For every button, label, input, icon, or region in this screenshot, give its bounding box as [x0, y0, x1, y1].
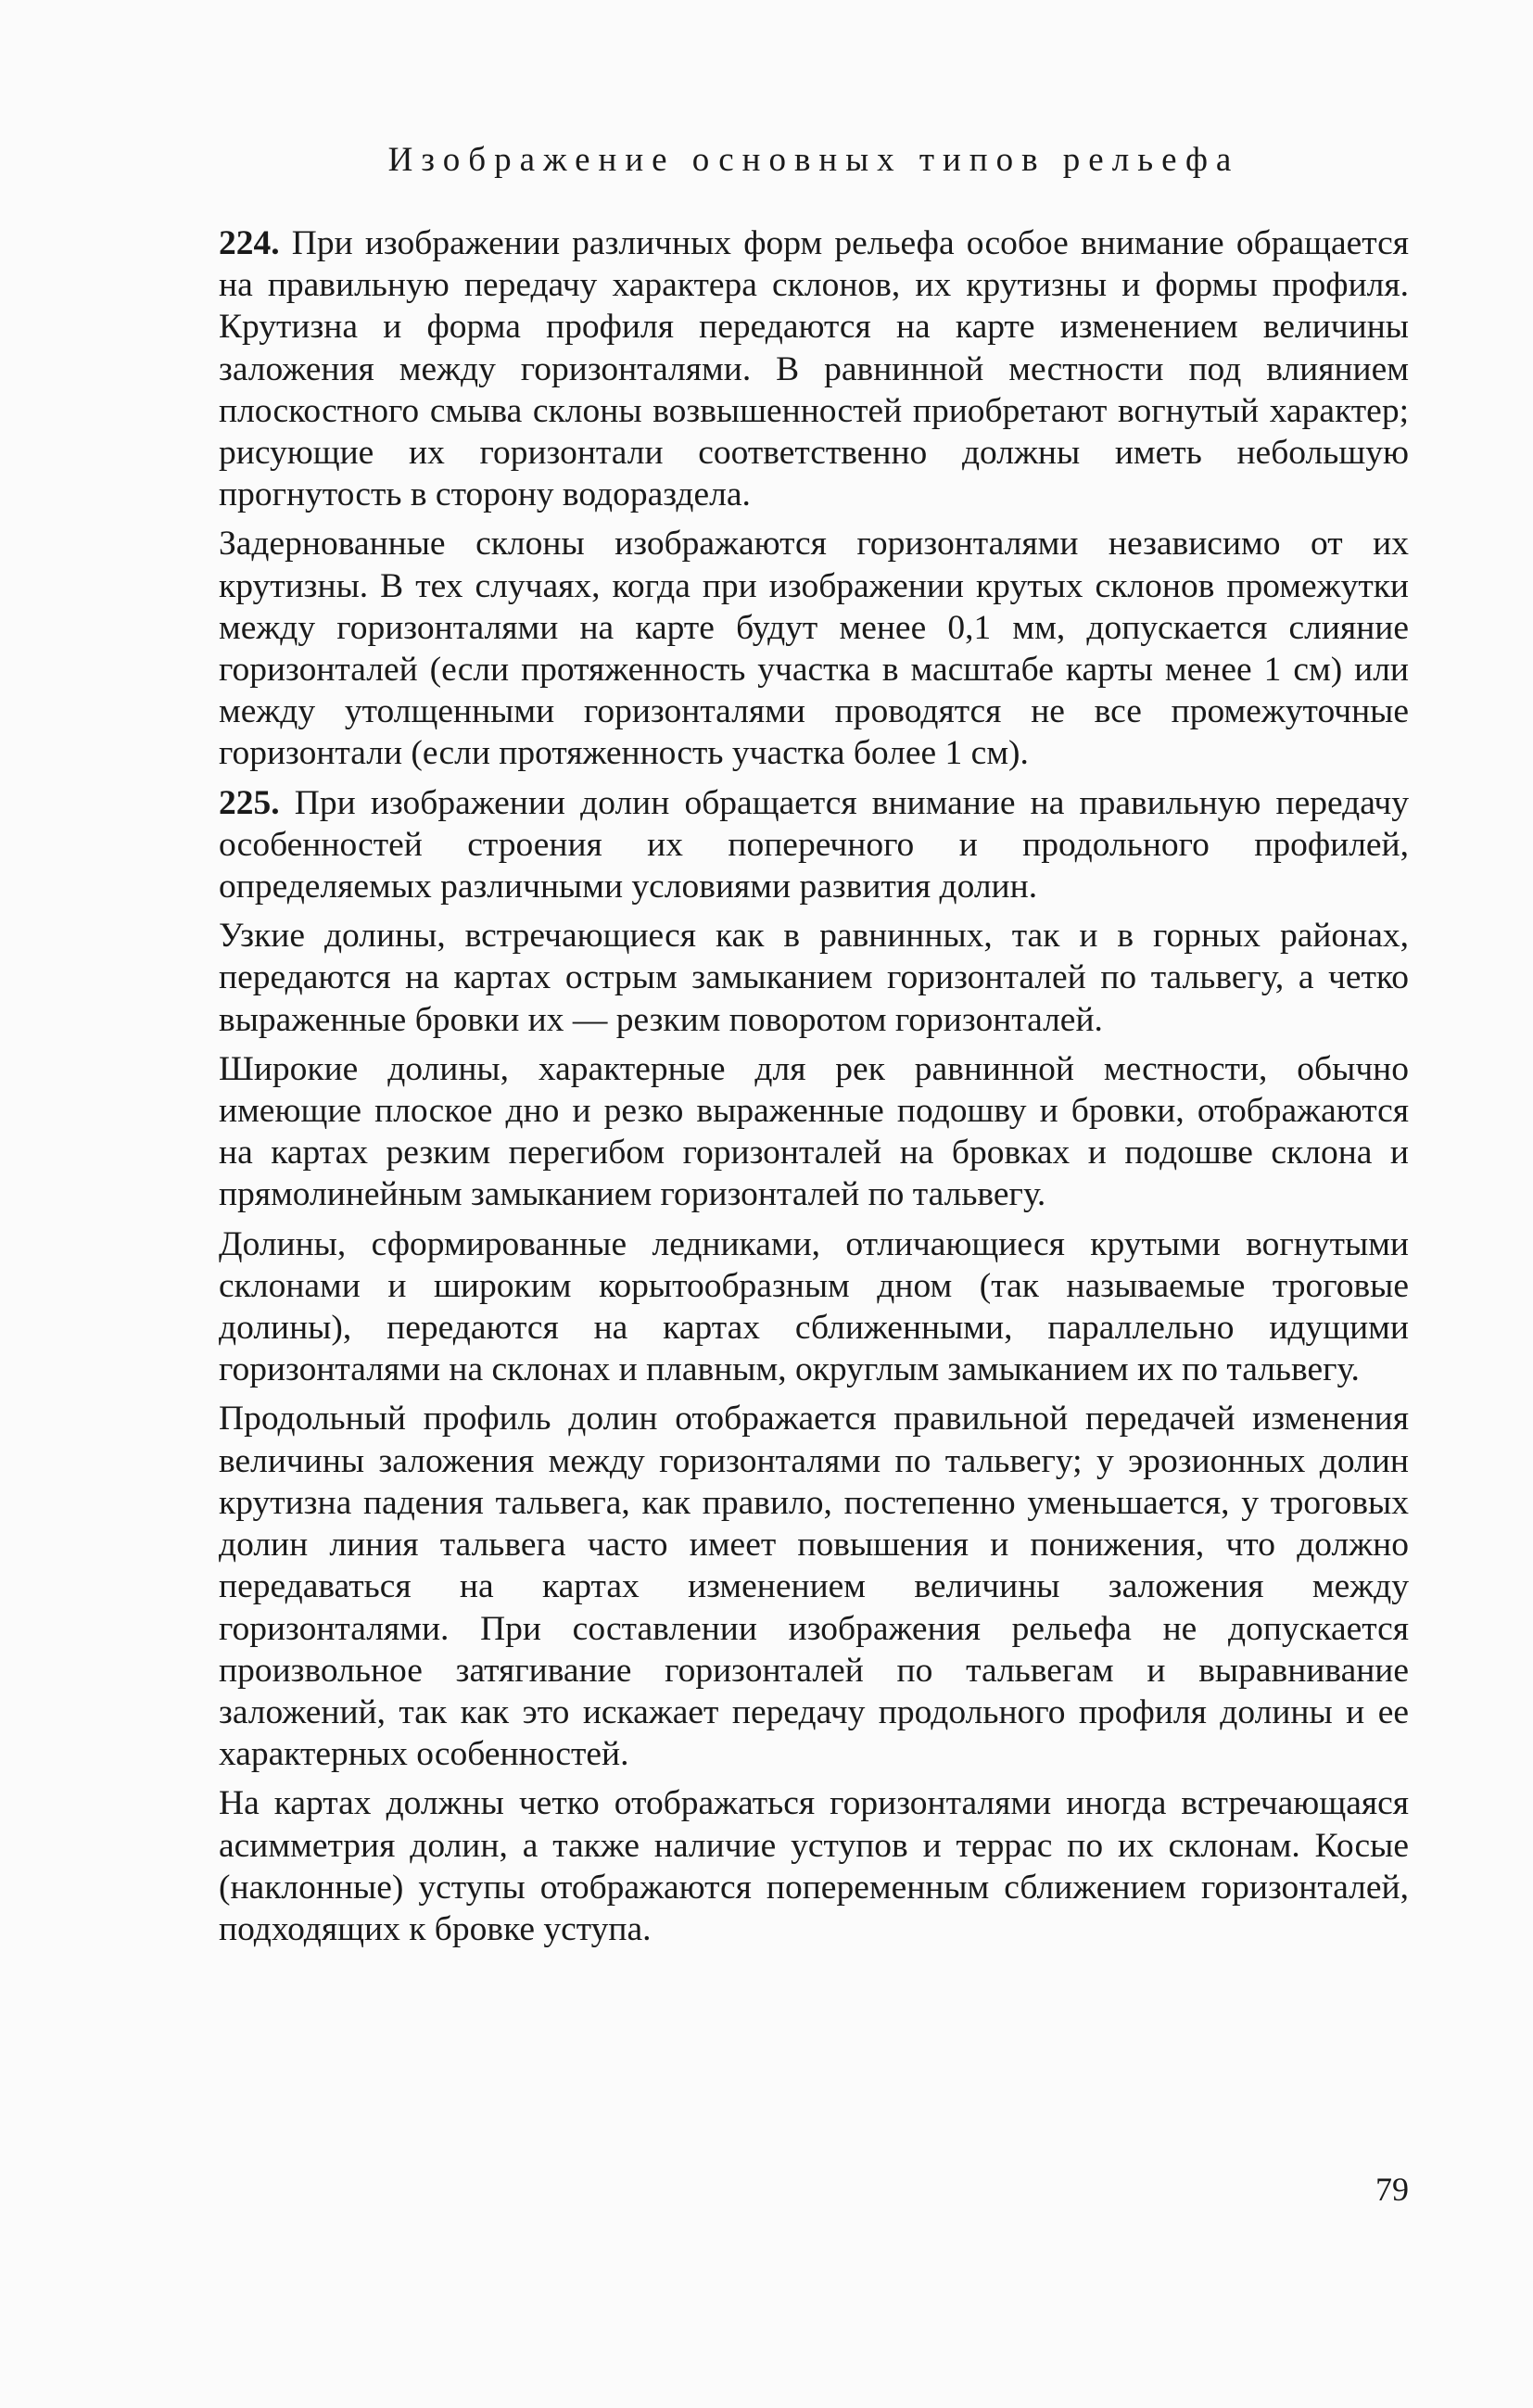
- paragraph-224: [219, 222, 1409, 515]
- paragraph-text: При изображении различных форм рельефа особое внимание обращается на правильную передачу характера склонов, их крутизны и формы профиля. Крутизна и форма профиля передаются на карте изменением величины заложения между горизонталями. В равнинной местности под влиянием плоскостного смыва склоны возвышенностей приобретают вогнутый характер; рисующие их горизонтали соответственно должны иметь небольшую прогнутость в сторону водораздела.: [219, 224, 1409, 514]
- paragraph-number: 224.: [219, 224, 280, 262]
- page-number: 79: [1375, 2171, 1409, 2208]
- paragraph-text: На картах должны четко отображаться горизонталями иногда встречающаяся асимметрия долин, а также наличие уступов и террас по их склонам. Косые (наклонные) уступы отображаются попеременным сближением горизонталей, подходящих к бровке уступа.: [219, 1784, 1409, 1948]
- page-text: [219, 139, 1409, 1958]
- paragraph-text: Широкие долины, характерные для рек равнинной местности, обычно имеющие плоское дно и резко выраженные подошву и бровки, отображаются на картах резким перегибом горизонталей на бровках и подошве склона и прямолинейным замыканием горизонталей по тальвегу.: [219, 1049, 1409, 1214]
- paragraph-text: Узкие долины, встречающиеся как в равнинных, так и в горных районах, передаются на картах острым замыканием горизонталей по тальвегу, а четко выраженные бровки их — резким поворотом горизонталей.: [219, 917, 1409, 1039]
- paragraph-text: Задернованные склоны изображаются горизонталями независимо от их крутизны. В тех случаях, когда при изображении крутых склонов промежутки между горизонталями на карте будут менее 0,1 мм, допускается слияние горизонталей (если протяженность участка в масштабе карты менее 1 см) или между утолщенными горизонталями проводятся не все промежуточные горизонтали (если протяженность участка более 1 см).: [219, 525, 1409, 773]
- paragraph: [219, 915, 1409, 1041]
- paragraph: [219, 1782, 1409, 1950]
- paragraph: [219, 523, 1409, 774]
- paragraph-text: Долины, сформированные ледниками, отличающиеся крутыми вогнутыми склонами и широким корытообразным дном (так называемые троговые долины), передаются на картах сближенными, параллельно идущими горизонталями на склонах и плавным, округлым замыканием их по тальвегу.: [219, 1224, 1409, 1389]
- paragraph: [219, 1398, 1409, 1775]
- paragraph-number: 225.: [219, 783, 280, 822]
- paragraph-225: [219, 782, 1409, 908]
- section-heading: Изображение основных типов рельефа: [387, 141, 1240, 179]
- paragraph-text: Продольный профиль долин отображается правильной передачей изменения величины заложения между горизонталями по тальвегу; у эрозионных долин крутизна падения тальвега, как правило, постепенно уменьшается, у троговых долин линия тальвега часто имеет повышения и понижения, что должно передаваться на картах изменением величины заложения между горизонталями. При составлении изображения рельефа не допускается произвольное затягивание горизонталей по тальвегам и выравнивание заложений, так как это искажает передачу продольного профиля долины и ее характерных особенностей.: [219, 1400, 1409, 1774]
- paragraph-text: При изображении долин обращается внимание на правильную передачу особенностей строения их поперечного и продольного профилей, определяемых различными условиями развития долин.: [219, 783, 1409, 906]
- paragraph: [219, 1223, 1409, 1391]
- paragraph: [219, 1048, 1409, 1216]
